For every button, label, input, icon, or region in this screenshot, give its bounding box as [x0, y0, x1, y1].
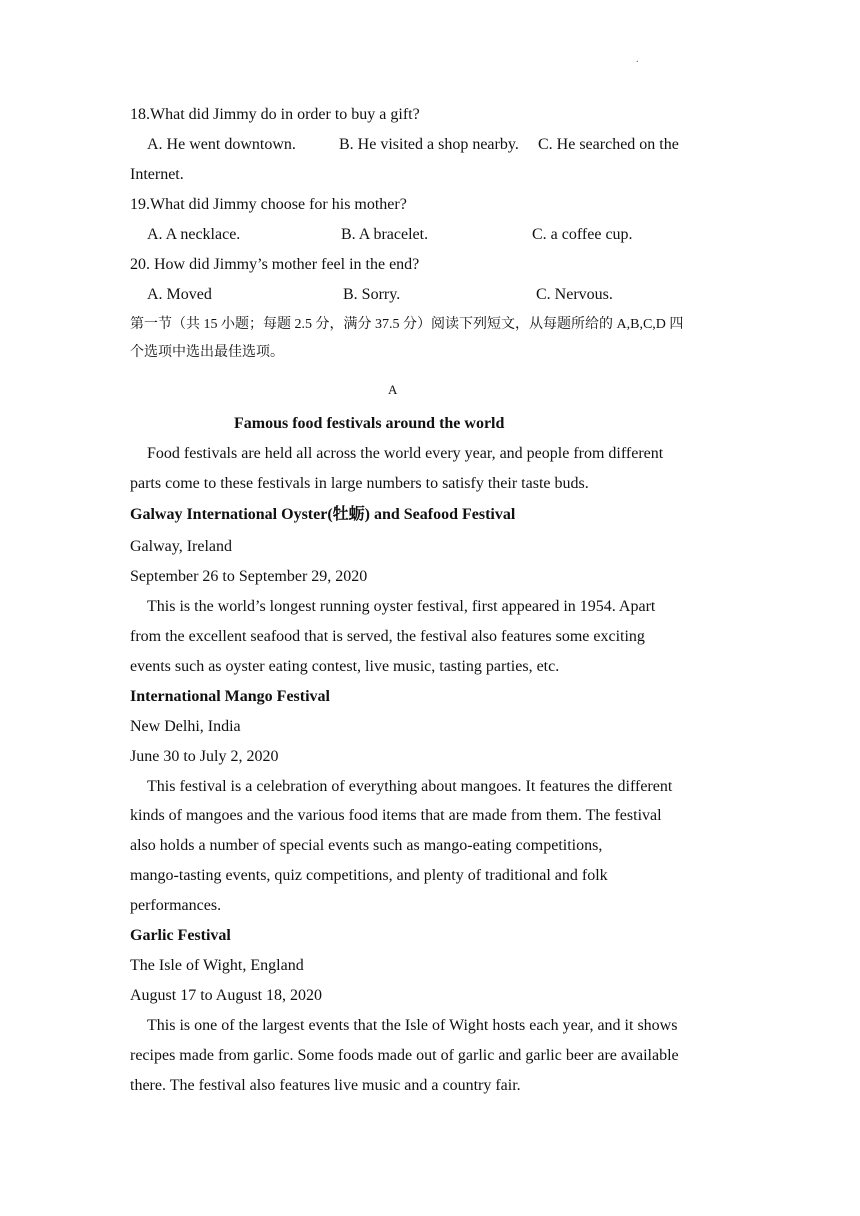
- question-20-option-b: B. Sorry.: [343, 286, 401, 303]
- festival-3-location: The Isle of Wight, England: [130, 957, 304, 974]
- question-18-option-c-continued: Internet.: [130, 166, 184, 183]
- festival-3-line1: This is one of the largest events that the Isle of Wight hosts each year, and it shows: [147, 1017, 678, 1034]
- question-20-stem: 20. How did Jimmy’s mother feel in the end?: [130, 256, 420, 273]
- festival-2-line4: mango-tasting events, quiz competitions, and plenty of traditional and folk: [130, 867, 608, 884]
- question-19-option-a: A. A necklace.: [147, 226, 241, 243]
- festival-3-line3: there. The festival also features live music and a country fair.: [130, 1077, 521, 1094]
- festival-1-line3: events such as oyster eating contest, live music, tasting parties, etc.: [130, 658, 560, 675]
- festival-2-line2: kinds of mangoes and the various food items that are made from them. The festival: [130, 807, 662, 824]
- question-20-option-a: A. Moved: [147, 286, 212, 303]
- question-19-option-b: B. A bracelet.: [341, 226, 429, 243]
- festival-2-line5: performances.: [130, 897, 222, 914]
- question-18-option-c: C. He searched on the: [538, 136, 679, 153]
- article-title: Famous food festivals around the world: [234, 415, 505, 432]
- festival-3-name: Garlic Festival: [130, 927, 231, 944]
- passage-letter: A: [388, 382, 398, 397]
- festival-2-dates: June 30 to July 2, 2020: [130, 748, 279, 765]
- festival-2-location: New Delhi, India: [130, 718, 241, 735]
- festival-3-dates: August 17 to August 18, 2020: [130, 987, 323, 1004]
- festival-2-line3: also holds a number of special events such as mango-eating competitions,: [130, 837, 603, 854]
- festival-2-line1: This festival is a celebration of everything about mangoes. It features the different: [147, 778, 673, 795]
- section-instruction-line1: 第一节（共 15 小题；每题 2.5 分，满分 37.5 分）阅读下列短文，从每题所给的 A,B,C,D 四: [130, 317, 684, 332]
- article-intro-line2: parts come to these festivals in large numbers to satisfy their taste buds.: [130, 475, 589, 492]
- article-intro-line1: Food festivals are held all across the world every year, and people from different: [147, 445, 664, 462]
- question-18-option-a: A. He went downtown.: [147, 136, 296, 153]
- question-18-option-b: B. He visited a shop nearby.: [339, 136, 519, 153]
- festival-3-line2: recipes made from garlic. Some foods made out of garlic and garlic beer are available: [130, 1047, 679, 1064]
- question-18-stem: 18.What did Jimmy do in order to buy a gift?: [130, 106, 420, 123]
- festival-1-name: Galway International Oyster(牡蛎) and Seafood Festival: [130, 506, 516, 523]
- festival-1-line2: from the excellent seafood that is served, the festival also features some exciting: [130, 628, 645, 645]
- header-mark: .: [636, 54, 639, 65]
- festival-1-dates: September 26 to September 29, 2020: [130, 568, 368, 585]
- festival-1-location: Galway, Ireland: [130, 538, 233, 555]
- question-19-stem: 19.What did Jimmy choose for his mother?: [130, 196, 407, 213]
- festival-1-line1: This is the world’s longest running oyster festival, first appeared in 1954. Apart: [147, 598, 656, 615]
- question-20-option-c: C. Nervous.: [536, 286, 613, 303]
- question-19-option-c: C. a coffee cup.: [532, 226, 633, 243]
- section-instruction-line2: 个选项中选出最佳选项。: [130, 345, 284, 360]
- festival-2-name: International Mango Festival: [130, 688, 330, 705]
